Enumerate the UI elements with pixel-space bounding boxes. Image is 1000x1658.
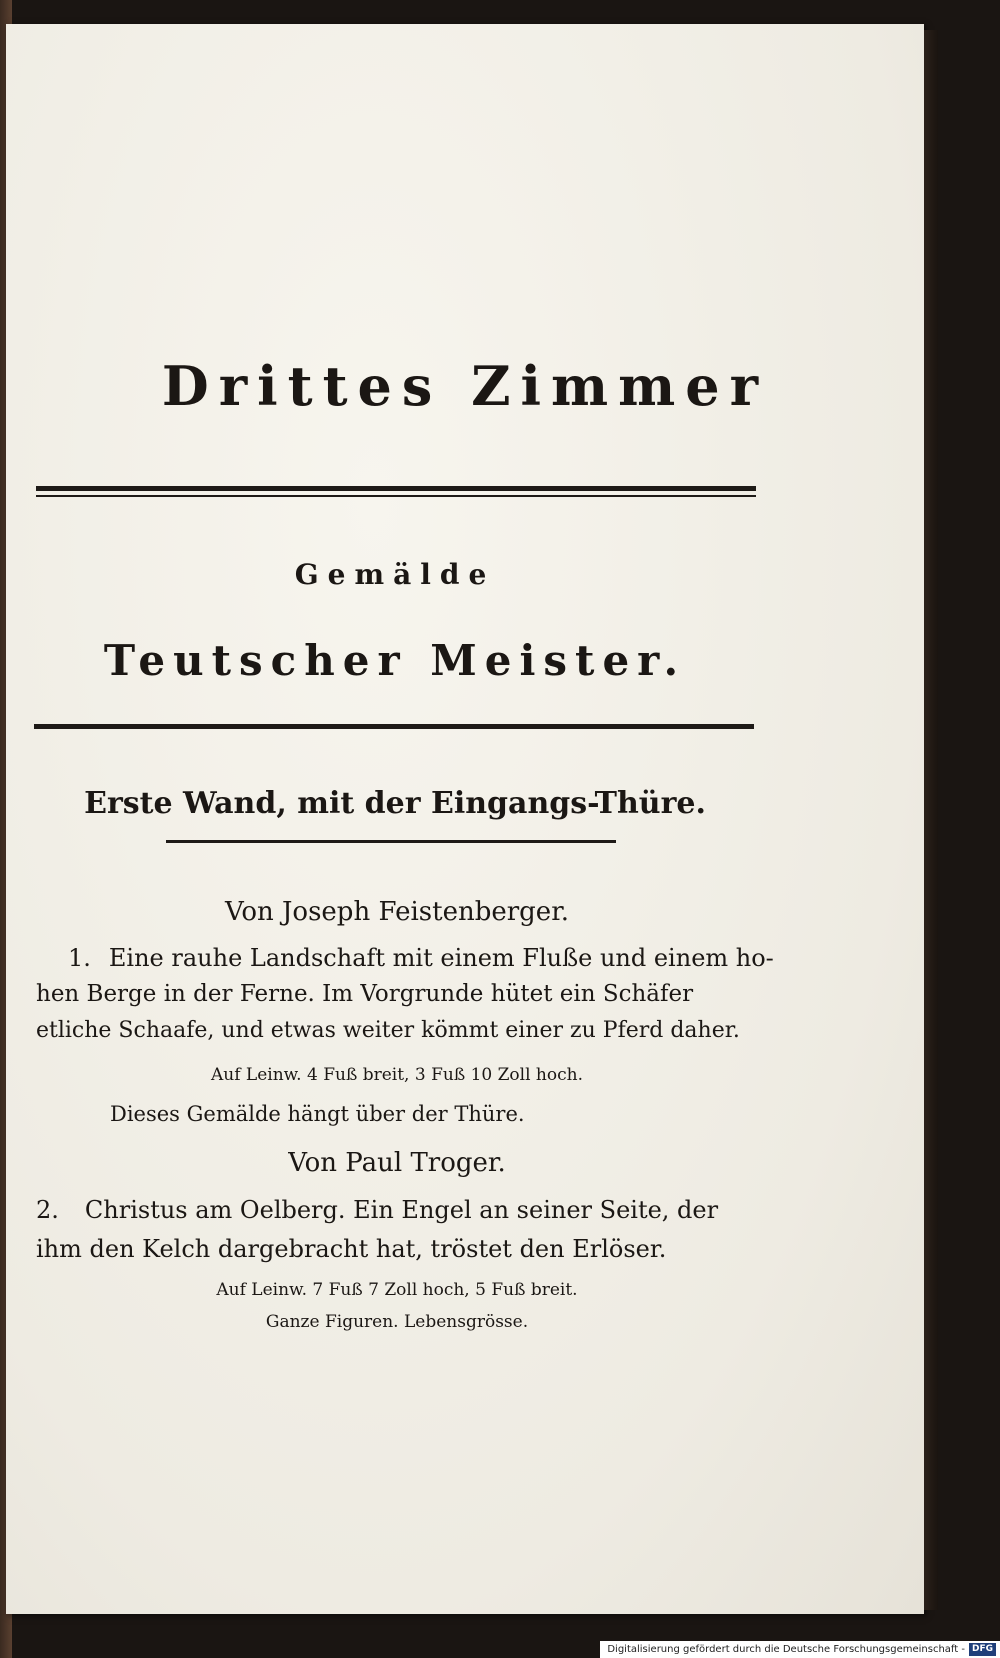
page-edge <box>924 30 938 1610</box>
book-page <box>6 24 924 1614</box>
footer-credit: Digitalisierung gefördert durch die Deutsche Forschungsgemeinschaft - <box>607 1644 965 1655</box>
digitization-footer <box>600 1641 1000 1658</box>
entry-text-line <box>36 944 774 972</box>
entry-text-line <box>36 1196 758 1224</box>
heading-rule-bottom <box>34 724 754 729</box>
entry-text-line: hen Berge in der Ferne. Im Vorgrunde hütet ein Schäfer <box>36 981 694 1007</box>
entry-number: 2. <box>36 1196 59 1224</box>
entry-text: Christus am Oelberg. Ein Engel an seiner Seite, der <box>84 1196 719 1224</box>
subheading-teutscher-meister: Teutscher Meister. <box>103 636 687 685</box>
artist-line: Von Paul Troger. <box>288 1148 506 1178</box>
entry-text-line: etliche Schaafe, und etwas weiter kömmt einer zu Pferd daher. <box>36 1018 740 1043</box>
heading-rule-top <box>36 486 756 491</box>
entry-number: 1. <box>68 944 91 972</box>
note-line: Dieses Gemälde hängt über der Thüre. <box>110 1102 525 1126</box>
room-heading: Drittes Zimmer <box>161 354 769 418</box>
section-title: Erste Wand, mit der Eingangs-Thüre. <box>84 786 706 821</box>
subheading-gemaelde: Gemälde <box>294 558 496 591</box>
artist-line: Von Joseph Feistenberger. <box>224 897 570 927</box>
entry-text: Eine rauhe Landschaft mit einem Fluße und einem ho- <box>108 944 774 972</box>
heading-rule-top-thin <box>36 495 756 497</box>
section-rule <box>166 840 616 843</box>
medium-line: Auf Leinw. 4 Fuß breit, 3 Fuß 10 Zoll hoch. <box>210 1065 583 1085</box>
medium-line: Auf Leinw. 7 Fuß 7 Zoll hoch, 5 Fuß breit. <box>216 1280 578 1300</box>
entry-text-line: ihm den Kelch dargebracht hat, tröstet den Erlöser. <box>36 1235 667 1263</box>
dfg-logo-icon: DFG <box>969 1643 996 1656</box>
note-line: Ganze Figuren. Lebensgrösse. <box>265 1312 529 1332</box>
